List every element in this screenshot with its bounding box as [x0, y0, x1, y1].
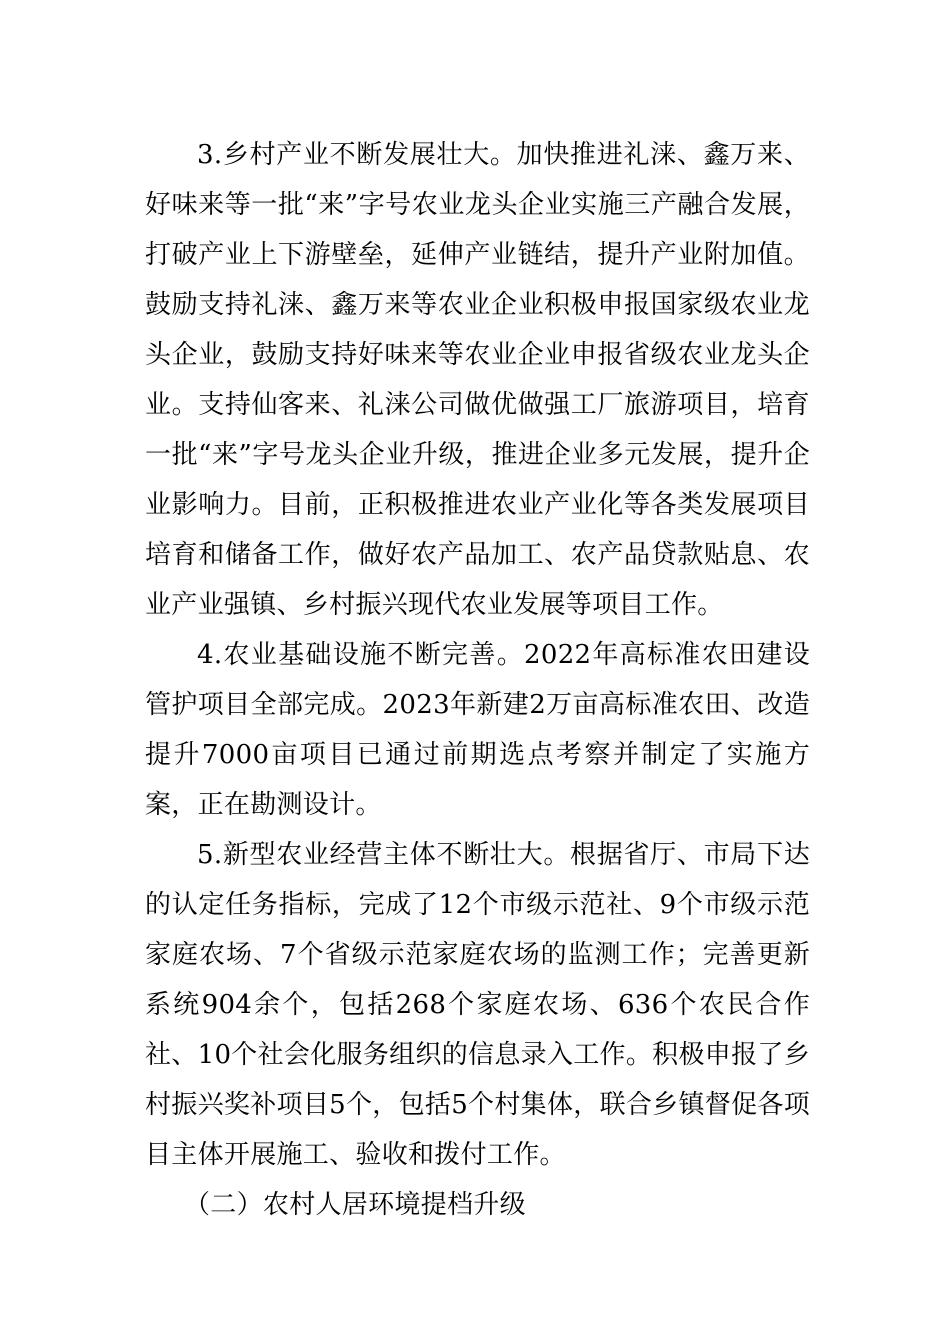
- paragraph-new-agri-entities: 5.新型农业经营主体不断壮大。根据省厅、市局下达的认定任务指标，完成了12个市级示范社、9个市级示范家庭农场、7个省级示范家庭农场的监测工作；完善更新系统904余个，包括268个家庭农场、636个农民合作社、10个社会化服务组织的信息录入工作。积极申报了乡村振兴奖补项目5个，包括5个村集体，联合乡镇督促各项目主体开展施工、验收和拨付工作。: [145, 840, 810, 1170]
- document-body: [145, 130, 810, 1230]
- paragraph-rural-industry: 3.乡村产业不断发展壮大。加快推进礼涞、鑫万来、好味来等一批“来”字号农业龙头企业实施三产融合发展，打破产业上下游壁垒，延伸产业链结，提升产业附加值。鼓励支持礼涞、鑫万来等农业企业积极申报国家级农业龙头企业，鼓励支持好味来等农业企业申报省级农业龙头企业。支持仙客来、礼涞公司做优做强工厂旅游项目，培育一批“来”字号龙头企业升级，推进企业多元发展，提升企业影响力。目前，正积极推进农业产业化等各类发展项目培育和储备工作，做好农产品加工、农产品贷款贴息、农业产业强镇、乡村振兴现代农业发展等项目工作。: [145, 140, 810, 620]
- section-heading: （二）农村人居环境提档升级: [184, 1190, 526, 1220]
- paragraph-agri-infrastructure: 4.农业基础设施不断完善。2022年高标准农田建设管护项目全部完成。2023年新建2万亩高标准农田、改造提升7000亩项目已通过前期选点考察并制定了实施方案，正在勘测设计。: [145, 640, 810, 820]
